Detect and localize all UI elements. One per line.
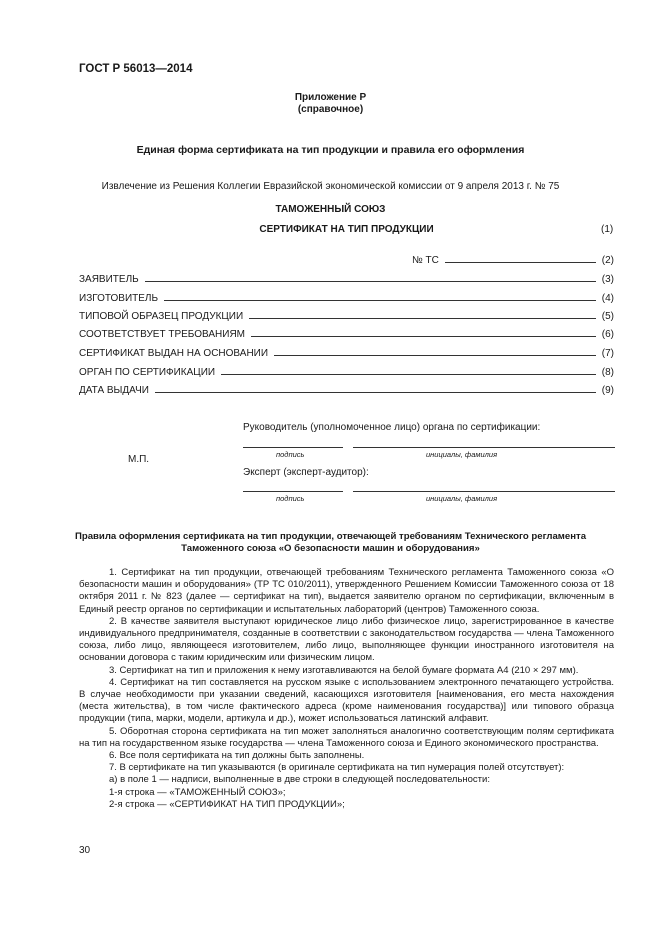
- cert-number-field: [412, 252, 614, 266]
- union-title: ТАМОЖЕННЫЙ СОЮЗ: [275, 204, 386, 215]
- field-label: СЕРТИФИКАТ ВЫДАН НА ОСНОВАНИИ: [79, 348, 269, 359]
- field-number: (7): [601, 348, 614, 359]
- head-signature-label: Руководитель (уполномоченное лицо) органа по сертификации:: [243, 422, 541, 433]
- standard-header: ГОСТ Р 56013—2014: [79, 63, 193, 75]
- head-name-caption: инициалы, фамилия: [426, 450, 498, 459]
- field-line: [221, 374, 596, 375]
- field-certification-body: [79, 364, 614, 378]
- field-label: ИЗГОТОВИТЕЛЬ: [79, 293, 159, 304]
- field-issued-basis: [79, 345, 614, 359]
- field-line: [155, 392, 596, 393]
- field-line: [145, 281, 596, 282]
- certificate-title: СЕРТИФИКАТ НА ТИП ПРОДУКЦИИ: [259, 224, 434, 235]
- field-number: (3): [601, 274, 614, 285]
- rule-paragraph-2: 2. В качестве заявителя выступают юридическое лицо либо физическое лицо, зарегистрированное в качестве индивидуального предпринимателя, созданные в соответствии с законодательством государства — члена Таможенного союза, либо лицо, являющееся изготовителем, либо лицо, выполняющее функции иностранного изготовителя на основании договора с таким юридическим или физическим лицом.: [79, 615, 614, 664]
- cert-number-line: [445, 262, 596, 263]
- field-number-1: (1): [601, 224, 614, 235]
- field-number: (5): [601, 311, 614, 322]
- rule-paragraph-3: 3. Сертификат на тип и приложения к нему изготавливаются на белой бумаге формата А4 (210 × 297 мм).: [109, 664, 579, 676]
- field-label: ДАТА ВЫДАЧИ: [79, 385, 149, 396]
- expert-signature-caption: подпись: [276, 494, 305, 503]
- field-issue-date: [79, 382, 614, 396]
- head-signature-line: [243, 447, 343, 448]
- seal-label: М.П.: [128, 454, 150, 465]
- extract-line: Извлечение из Решения Коллегии Евразийской экономической комиссии от 9 апреля 2013 г. № 75: [101, 181, 560, 192]
- expert-name-caption: инициалы, фамилия: [426, 494, 498, 503]
- field-label: СООТВЕТСТВУЕТ ТРЕБОВАНИЯМ: [79, 329, 246, 340]
- page-number: 30: [79, 845, 91, 856]
- rule-line-1: 1-я строка — «ТАМОЖЕННЫЙ СОЮЗ»;: [109, 786, 286, 798]
- annex-title: Приложение Р: [294, 92, 367, 103]
- rule-paragraph-4: 4. Сертификат на тип составляется на русском языке с использованием электронного печатающего устройства. В случае необходимости при указании сведений, касающихся изготовителя [наименования, его места нахождения (места жительства), в том числе фактического адреса (кроме наименования государства)] или типового образца продукции (типа, марки, модели, артикула и др.), может использоваться латинский алфавит.: [79, 676, 614, 725]
- head-name-line: [353, 447, 615, 448]
- rules-body: [79, 567, 614, 811]
- field-number: (4): [601, 293, 614, 304]
- expert-signature-label: Эксперт (эксперт-аудитор):: [243, 467, 369, 478]
- rules-title-line-2: Таможенного союза «О безопасности машин и оборудования»: [181, 543, 480, 554]
- field-number-2: (2): [601, 255, 614, 266]
- expert-signature-line: [243, 491, 343, 492]
- rule-paragraph-6: 6. Все поля сертификата на тип должны быть заполнены.: [109, 750, 365, 762]
- field-label: ОРГАН ПО СЕРТИФИКАЦИИ: [79, 367, 216, 378]
- field-line: [249, 318, 596, 319]
- field-manufacturer: [79, 290, 614, 304]
- expert-name-line: [353, 491, 615, 492]
- field-model-sample: [79, 308, 614, 322]
- field-line: [251, 336, 596, 337]
- head-signature-caption: подпись: [276, 450, 305, 459]
- annex-note: (справочное): [297, 104, 364, 115]
- rule-paragraph-5: 5. Оборотная сторона сертификата на тип может заполняться аналогично соответствующим полям сертификата на тип на государственном языке государства — члена Таможенного союза и Единого экономического пространства.: [79, 725, 614, 749]
- field-label: ТИПОВОЙ ОБРАЗЕЦ ПРОДУКЦИИ: [79, 311, 244, 322]
- rules-title-line-1: Правила оформления сертификата на тип продукции, отвечающей требованиям Технического регламента: [74, 531, 587, 542]
- field-number: (8): [601, 367, 614, 378]
- field-label: ЗАЯВИТЕЛЬ: [79, 274, 139, 285]
- rule-paragraph-7: 7. В сертификате на тип указываются (в оригинале сертификата на тип нумерация полей отсутствует):: [109, 762, 565, 774]
- field-number: (9): [601, 385, 614, 396]
- field-applicant: [79, 271, 614, 285]
- rule-subitem-a: а) в поле 1 — надписи, выполненные в две строки в следующей последовательности:: [109, 774, 490, 786]
- field-line: [274, 355, 596, 356]
- cert-number-label: № ТС: [412, 255, 439, 266]
- rule-line-2: 2-я строка — «СЕРТИФИКАТ НА ТИП ПРОДУКЦИИ»;: [109, 798, 345, 810]
- field-number: (6): [601, 329, 614, 340]
- field-conforms: [79, 326, 614, 340]
- field-line: [164, 300, 596, 301]
- form-title: Единая форма сертификата на тип продукции и правила его оформления: [136, 144, 525, 156]
- rule-paragraph-1: 1. Сертификат на тип продукции, отвечающей требованиям Технического регламента Таможенного союза «О безопасности машин и оборудования» (ТР ТС 010/2011), утвержденного Решением Комиссии Таможенного союза от 18 октября 2011 г. № 823 (далее — сертификат на тип), выдается заявителю органом по сертификации, включенным в Единый реестр органов по сертификации и испытательных лабораторий (центров) Таможенного союза.: [79, 567, 614, 615]
